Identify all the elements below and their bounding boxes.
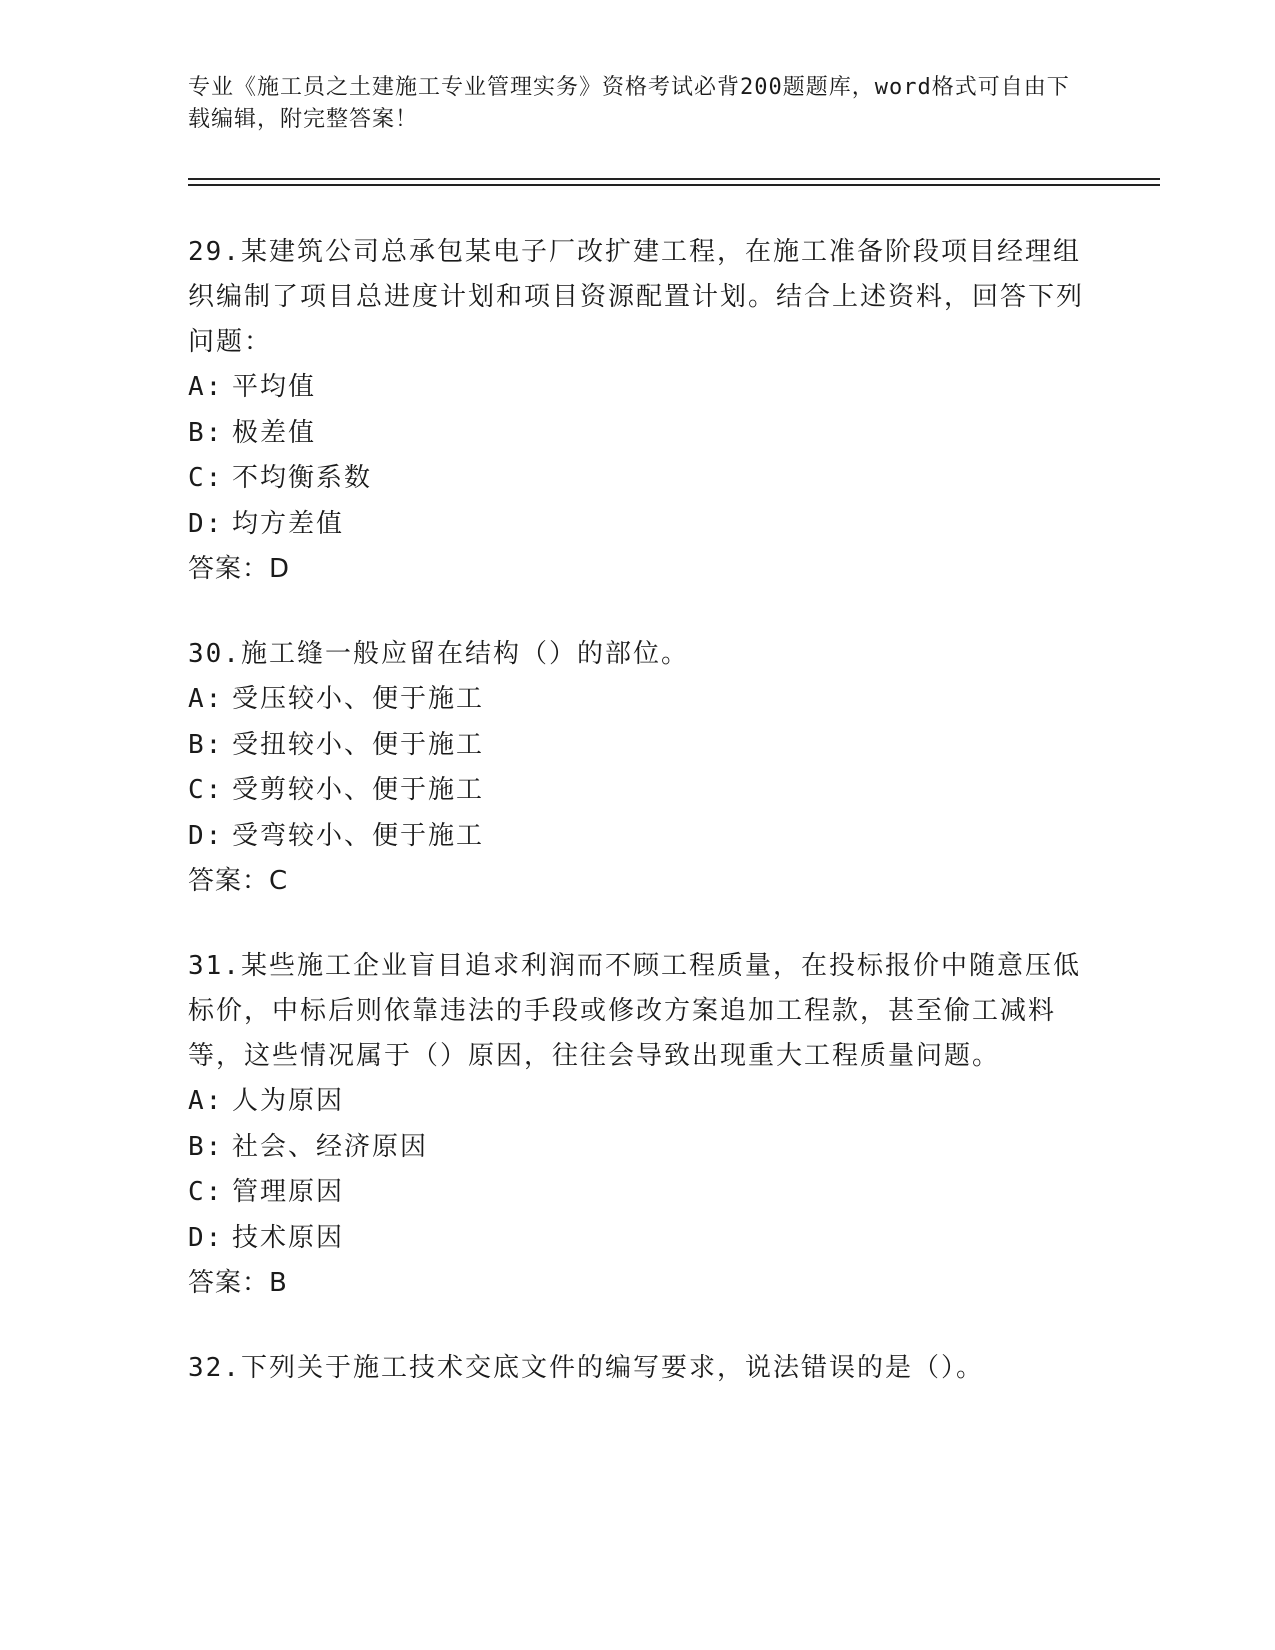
option-letter: C: — [188, 463, 224, 493]
option-a — [188, 677, 1088, 723]
option-d — [188, 502, 1088, 548]
option-text: 平均值 — [232, 372, 317, 402]
option-b — [188, 723, 1088, 769]
option-text: 管理原因 — [232, 1177, 345, 1207]
header-divider-bottom — [188, 184, 1160, 186]
option-letter: D: — [188, 1222, 224, 1253]
question-stem: 31.某些施工企业盲目追求利润而不顾工程质量，在投标报价中随意压低标价，中标后则依靠违法的手段或修改方案追加工程款，甚至偷工减料等，这些情况属于（）原因，往往会导致出现重大工程质量问题。 — [188, 951, 1081, 1071]
option-c — [188, 456, 1088, 502]
option-letter: A: — [188, 684, 224, 714]
document-header: 专业《施工员之土建施工专业管理实务》资格考试必背200题题库，word格式可自由下载编辑，附完整答案！ — [188, 75, 1070, 132]
option-text: 不均衡系数 — [232, 463, 373, 493]
question-32 — [188, 1346, 1088, 1391]
question-31 — [188, 944, 1088, 1306]
answer-line: 答案：D — [188, 554, 291, 584]
option-letter: B: — [188, 417, 224, 448]
option-text: 技术原因 — [232, 1222, 345, 1253]
option-text: 均方差值 — [232, 508, 345, 539]
option-text: 受剪较小、便于施工 — [232, 775, 485, 805]
answer-line: 答案：C — [188, 866, 289, 896]
question-29 — [188, 230, 1088, 592]
option-letter: B: — [188, 1131, 224, 1162]
option-a — [188, 365, 1088, 411]
option-letter: D: — [188, 820, 224, 851]
question-stem: 30.施工缝一般应留在结构（）的部位。 — [188, 639, 689, 669]
option-a — [188, 1079, 1088, 1125]
option-text: 人为原因 — [232, 1086, 345, 1116]
option-letter: D: — [188, 508, 224, 539]
option-text: 极差值 — [232, 417, 317, 448]
option-letter: C: — [188, 1177, 224, 1207]
header-divider-top — [188, 178, 1160, 180]
option-text: 受压较小、便于施工 — [232, 684, 485, 714]
option-d — [188, 1216, 1088, 1262]
option-letter: C: — [188, 775, 224, 805]
question-list — [188, 230, 1088, 1431]
option-text: 受扭较小、便于施工 — [232, 729, 485, 760]
option-b — [188, 411, 1088, 457]
option-d — [188, 814, 1088, 860]
option-text: 社会、经济原因 — [232, 1131, 429, 1162]
answer-line: 答案：B — [188, 1268, 288, 1298]
option-c — [188, 1170, 1088, 1216]
question-30 — [188, 632, 1088, 904]
question-stem: 32.下列关于施工技术交底文件的编写要求，说法错误的是（）。 — [188, 1353, 984, 1383]
question-stem: 29.某建筑公司总承包某电子厂改扩建工程，在施工准备阶段项目经理组织编制了项目总进度计划和项目资源配置计划。结合上述资料，回答下列问题： — [188, 237, 1085, 357]
option-b — [188, 1125, 1088, 1171]
option-letter: B: — [188, 729, 224, 760]
option-letter: A: — [188, 372, 224, 402]
option-c — [188, 768, 1088, 814]
option-text: 受弯较小、便于施工 — [232, 820, 485, 851]
option-letter: A: — [188, 1086, 224, 1116]
